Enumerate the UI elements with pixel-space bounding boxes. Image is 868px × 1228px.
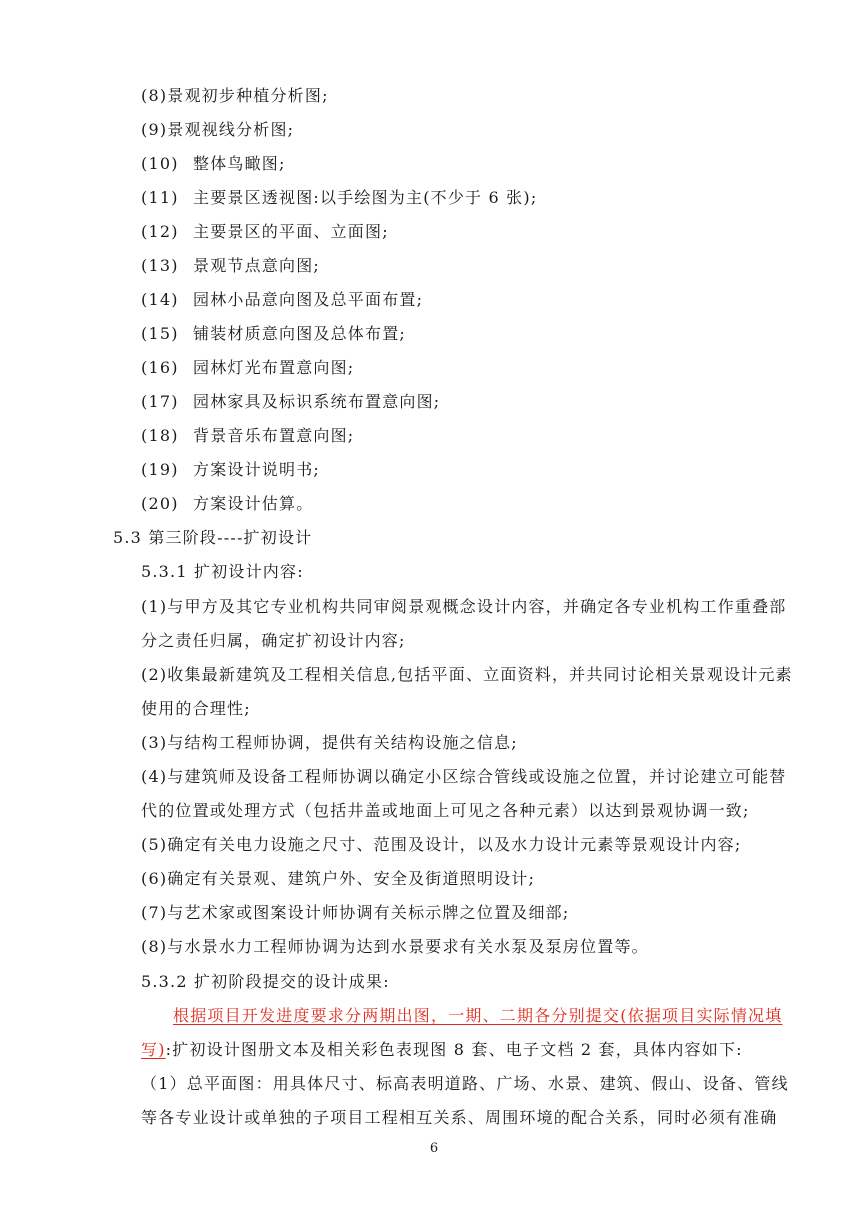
list-item-number: (19) <box>141 460 179 479</box>
list-item-number: (20) <box>141 494 179 513</box>
list-item-text: (8)景观初步种植分析图; <box>141 86 329 105</box>
paragraph-line: (3)与结构工程师协调，提供有关结构设施之信息; <box>141 733 518 752</box>
paragraph-line: (5)确定有关电力设施之尺寸、范围及设计，以及水力设计元素等景观设计内容; <box>141 835 742 854</box>
paragraph-line: 代的位置或处理方式（包括井盖或地面上可见之各种元素）以达到景观协调一致; <box>141 801 750 820</box>
list-item <box>141 391 440 413</box>
list-item <box>141 357 354 379</box>
paragraph-line: (6)确定有关景观、建筑户外、安全及街道照明设计; <box>141 869 536 888</box>
list-item-text: 方案设计估算。 <box>193 494 314 513</box>
paragraph-text: :扩初设计图册文本及相关彩色表现图 8 套、电子文档 2 套，具体内容如下: <box>165 1040 743 1059</box>
paragraph-line: (2)收集最新建筑及工程相关信息,包括平面、立面资料，并共同讨论相关景观设计元素 <box>141 665 793 684</box>
paragraph-line: 分之责任归属，确定扩初设计内容; <box>141 631 406 650</box>
section-heading: 5.3 第三阶段----扩初设计 <box>113 528 313 547</box>
list-item-text: 方案设计说明书; <box>193 460 320 479</box>
list-item <box>141 153 286 175</box>
paragraph-line: （1）总平面图：用具体尺寸、标高表明道路、广场、水景、建筑、假山、设备、管线 <box>141 1074 789 1093</box>
list-item-text: 园林灯光布置意向图; <box>193 358 355 377</box>
list-item-text: 园林家具及标识系统布置意向图; <box>193 392 441 411</box>
list-item <box>141 493 313 515</box>
subsection-heading: 5.3.2 扩初阶段提交的设计成果: <box>141 972 390 991</box>
list-item <box>141 459 320 481</box>
list-item-number: (17) <box>141 392 179 411</box>
list-item-text: 背景音乐布置意向图; <box>193 426 355 445</box>
highlighted-note: 根据项目开发进度要求分两期出图，一期、二期各分别提交(依据项目实际情况填 <box>173 1006 783 1025</box>
paragraph-line <box>141 1039 743 1061</box>
list-item-number: (16) <box>141 358 179 377</box>
list-item-text: 主要景区的平面、立面图; <box>193 222 389 241</box>
list-item-number: (11) <box>141 188 179 207</box>
subsection-heading: 5.3.1 扩初设计内容: <box>141 562 304 581</box>
list-item <box>141 187 537 209</box>
list-item-text: 园林小品意向图及总平面布置; <box>193 290 424 309</box>
list-item-number: (10) <box>141 154 179 173</box>
list-item <box>141 85 329 107</box>
highlighted-note: 写) <box>141 1040 166 1059</box>
list-item <box>141 425 354 447</box>
list-item-text: 景观节点意向图; <box>193 256 320 275</box>
list-item-text: (9)景观视线分析图; <box>141 120 295 139</box>
list-item <box>141 119 294 141</box>
list-item <box>141 221 389 243</box>
page-number: 6 <box>429 1141 439 1156</box>
paragraph-line: (7)与艺术家或图案设计师协调有关标示牌之位置及细部; <box>141 903 570 922</box>
list-item-text: 铺装材质意向图及总体布置; <box>193 324 406 343</box>
list-item-number: (13) <box>141 256 179 275</box>
list-item-number: (18) <box>141 426 179 445</box>
paragraph-line: 使用的合理性; <box>141 699 251 718</box>
list-item <box>141 323 406 345</box>
list-item-number: (12) <box>141 222 179 241</box>
list-item-number: (15) <box>141 324 179 343</box>
list-item <box>141 289 423 311</box>
paragraph-line: 等各专业设计或单独的子项目工程相互关系、周围环境的配合关系，同时必须有准确 <box>141 1108 778 1127</box>
list-item-number: (14) <box>141 290 179 309</box>
list-item <box>141 255 320 277</box>
list-item-text: 主要景区透视图:以手绘图为主(不少于 6 张); <box>193 188 538 207</box>
paragraph-line: (4)与建筑师及设备工程师协调以确定小区综合管线或设施之位置，并讨论建立可能替 <box>141 767 787 786</box>
paragraph-line: (8)与水景水力工程师协调为达到水景要求有关水泵及泵房位置等。 <box>141 937 649 956</box>
list-item-text: 整体鸟瞰图; <box>193 154 286 173</box>
paragraph-line: (1)与甲方及其它专业机构共同审阅景观概念设计内容，并确定各专业机构工作重叠部 <box>141 597 787 616</box>
